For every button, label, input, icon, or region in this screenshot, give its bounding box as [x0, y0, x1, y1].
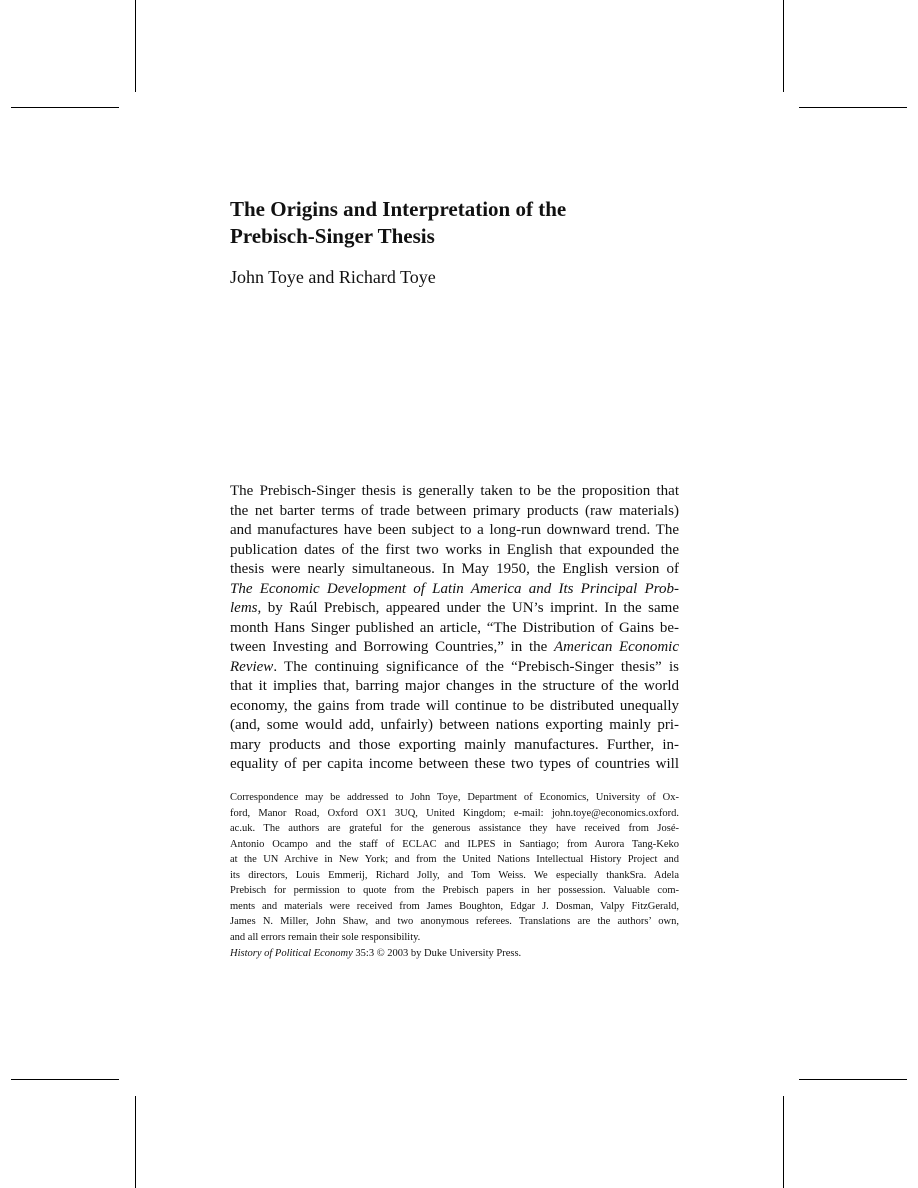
body-line [230, 502, 679, 522]
note-line: at the UN Archive in New York; and from the United Nations Intellectual History Project and [230, 854, 679, 865]
body-line [230, 677, 679, 697]
body-text-segment: publication dates of the first two works in English that expounded the [230, 541, 679, 558]
body-text-segment: and manufactures have been subject to a long-run downward trend. The [230, 522, 679, 538]
body-text-segment: The Prebisch-Singer thesis is generally taken to be the proposition that [230, 483, 679, 499]
note-line: ac.uk. The authors are grateful for the generous assistance they have received from José- [230, 823, 679, 834]
note-line: and all errors remain their sole responsibility. [230, 931, 421, 943]
body-text-segment: economy, the gains from trade will continue to be distributed unequally [230, 697, 679, 714]
note-line: Correspondence may be addressed to John Toye, Department of Economics, University of Ox- [230, 792, 679, 803]
crop-mark-bottom-left-vertical [135, 1096, 136, 1188]
body-line [230, 521, 679, 541]
crop-mark-bottom-right-vertical [783, 1096, 784, 1188]
body-line [230, 755, 679, 775]
body-line [230, 658, 679, 678]
article-body [230, 482, 679, 775]
crop-mark-bottom-left-horizontal [11, 1079, 119, 1080]
journal-name: History of Political Economy [230, 948, 353, 959]
author-note [230, 790, 679, 945]
body-text-segment: (and, some would add, unfairly) between nations exporting mainly pri- [230, 717, 679, 733]
italic-text: Review [230, 658, 274, 675]
body-line [230, 619, 679, 639]
crop-mark-top-left-vertical [135, 0, 136, 92]
note-line: its directors, Louis Emmerij, Richard Jolly, and Tom Weiss. We especially thankSra. Adela [230, 869, 679, 881]
body-text-segment: mary products and those exporting mainly manufactures. Further, in- [230, 736, 679, 753]
body-line [230, 638, 679, 658]
article-title-line: Prebisch-Singer Thesis [230, 224, 435, 248]
note-line: ford, Manor Road, Oxford OX1 3UQ, United Kingdom; e-mail: john.toye@economics.oxford. [230, 807, 679, 819]
body-text-segment: tween Investing and Borrowing Countries,” in the [230, 639, 554, 655]
body-text-segment: the net barter terms of trade between primary products (raw materials) [230, 502, 679, 519]
journal-credit [230, 946, 521, 961]
article-title [230, 196, 690, 250]
article-authors: John Toye and Richard Toye [230, 267, 436, 287]
article-title-line: The Origins and Interpretation of the [230, 197, 567, 221]
italic-text: American Economic [554, 639, 680, 655]
note-line: James N. Miller, John Shaw, and two anonymous referees. Translations are the authors’ own, [230, 916, 679, 927]
body-text-segment: equality of per capita income between these two types of countries will [230, 756, 679, 772]
italic-text: lems [230, 600, 258, 616]
body-line [230, 599, 679, 619]
body-line [230, 482, 679, 502]
note-line: ments and materials were received from James Boughton, Edgar J. Dosman, Valpy FitzGerald, [230, 900, 679, 912]
body-text-segment: , by Raúl Prebisch, appeared under the UN’s imprint. In the same [257, 600, 679, 616]
body-line [230, 580, 679, 600]
body-line [230, 716, 679, 736]
body-line [230, 697, 679, 717]
crop-mark-top-right-horizontal [799, 107, 907, 108]
crop-mark-bottom-right-horizontal [799, 1079, 907, 1080]
body-line [230, 560, 679, 580]
body-text-segment: thesis were nearly simultaneous. In May 1950, the English version of [230, 561, 679, 577]
italic-text: The Economic Development of Latin America and Its Principal Prob- [230, 580, 679, 597]
body-line [230, 736, 679, 756]
body-text-segment: month Hans Singer published an article, “The Distribution of Gains be- [230, 619, 679, 636]
crop-mark-top-right-vertical [783, 0, 784, 92]
body-text-segment: that it implies that, barring major changes in the structure of the world [230, 678, 679, 694]
note-line: Antonio Ocampo and the staff of ECLAC and ILPES in Santiago; from Aurora Tang-Keko [230, 838, 679, 850]
body-line [230, 541, 679, 561]
crop-mark-top-left-horizontal [11, 107, 119, 108]
note-line: Prebisch for permission to quote from the Prebisch papers in her possession. Valuable com- [230, 885, 679, 896]
journal-citation: 35:3 © 2003 by Duke University Press. [352, 948, 522, 959]
body-text-segment: . The continuing significance of the “Prebisch-Singer thesis” is [273, 658, 679, 675]
